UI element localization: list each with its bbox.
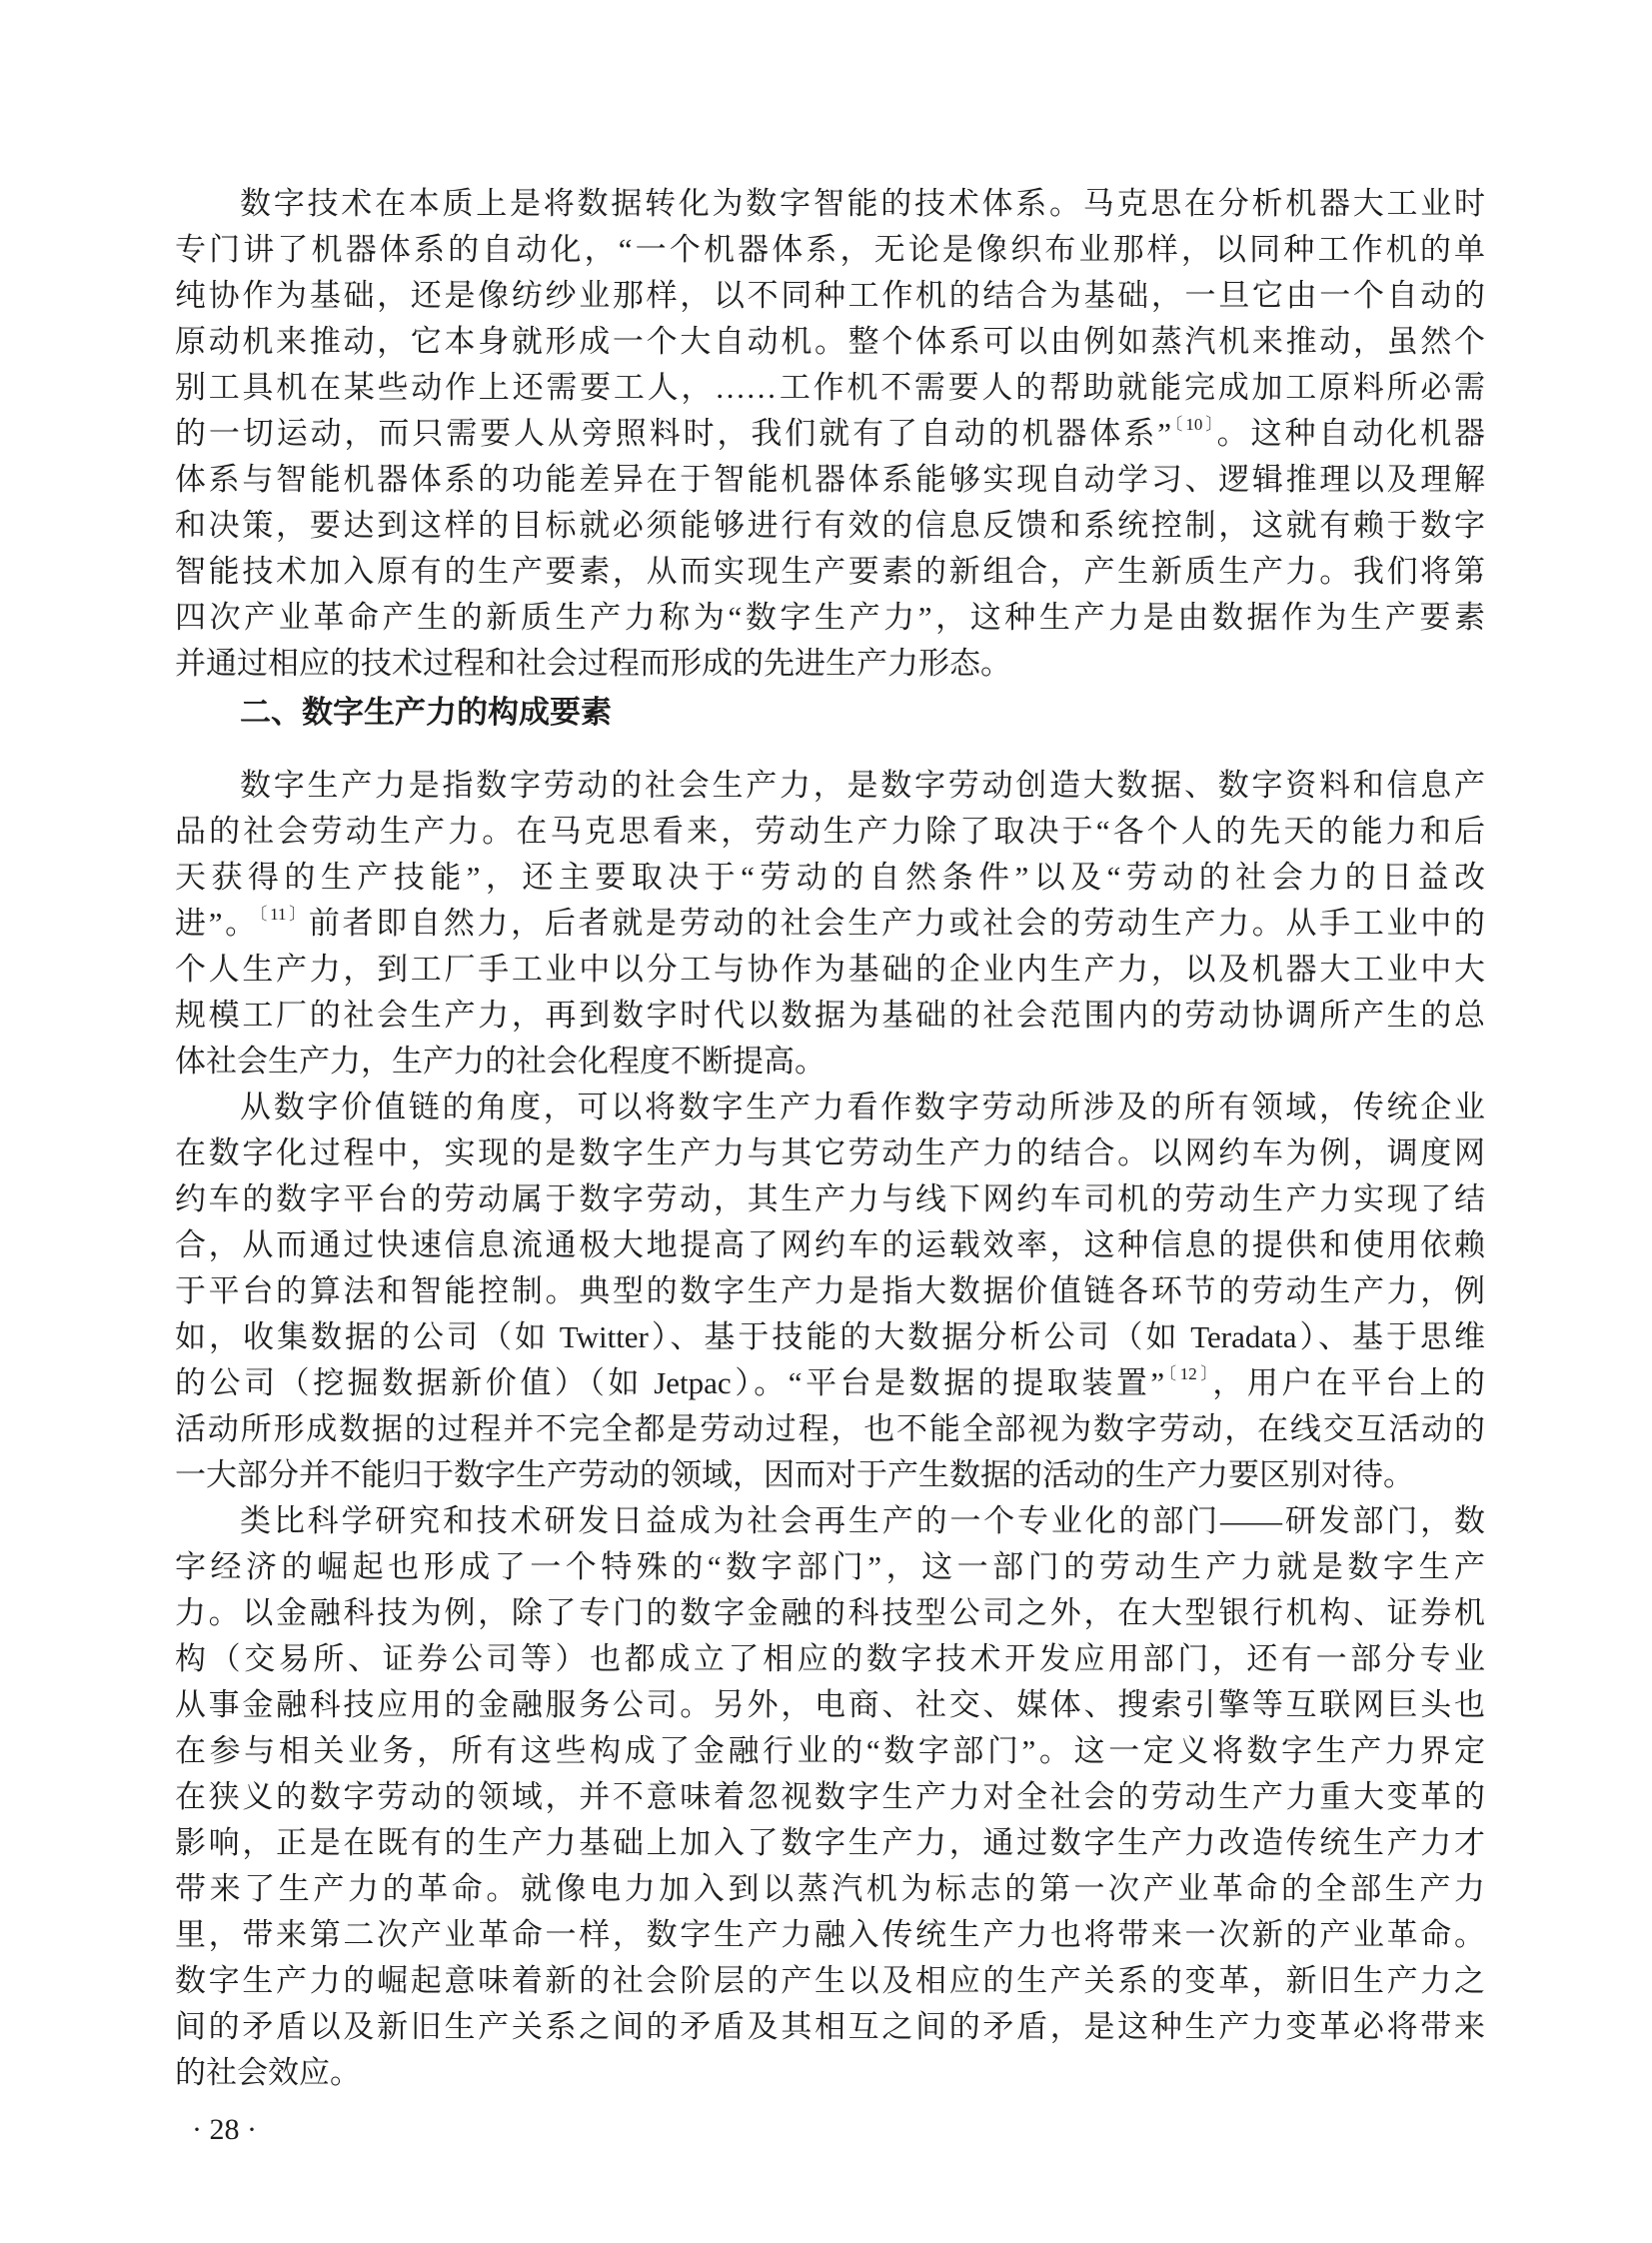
text-segment: 体社会生产力，生产力的社会化程度不断提高。 [175, 1044, 826, 1079]
text-segment: 间的矛盾以及新旧生产关系之间的矛盾及其相互之间的矛盾，是这种生产力变革必将带来 [175, 2009, 1485, 2044]
text-line [175, 1222, 1485, 1268]
text-line [175, 855, 1485, 901]
paragraph-3 [175, 1085, 1485, 1498]
text-segment: 从事金融科技应用的金融服务公司。另外，电商、社交、媒体、搜索引擎等互联网巨头也 [175, 1687, 1485, 1722]
text-line [175, 1176, 1485, 1222]
text-segment: 于平台的算法和智能控制。典型的数字生产力是指大数据价值链各环节的劳动生产力，例 [175, 1273, 1485, 1308]
text-line [175, 1314, 1485, 1360]
text-segment: 在参与相关业务，所有这些构成了金融行业的“数字部门”。这一定义将数字生产力界定 [175, 1733, 1485, 1768]
text-segment: 数字生产力的崛起意味着新的社会阶层的产生以及相应的生产关系的变革，新旧生产力之 [175, 1963, 1485, 1998]
text-line [175, 549, 1485, 595]
text-line [175, 901, 1485, 947]
text-line [175, 319, 1485, 365]
text-line [175, 1958, 1485, 2004]
section-heading: 二、数字生产力的构成要素 [240, 695, 612, 731]
text-segment: 并通过相应的技术过程和社会过程而形成的先进生产力形态。 [175, 646, 1011, 681]
text-segment: 带来了生产力的革命。就像电力加入到以蒸汽机为标志的第一次产业革命的全部生产力 [175, 1871, 1485, 1906]
text-line [175, 1590, 1485, 1636]
text-segment: 从数字价值链的角度，可以将数字生产力看作数字劳动所涉及的所有领域，传统企业 [240, 1090, 1485, 1124]
text-segment: 数字技术在本质上是将数据转化为数字智能的技术体系。马克思在分析机器大工业时 [240, 186, 1485, 221]
text-line [175, 595, 1485, 641]
text-segment: 纯协作为基础，还是像纺纱业那样，以不同种工作机的结合为基础，一旦它由一个自动的 [175, 278, 1485, 313]
text-line [175, 993, 1485, 1039]
text-line [175, 503, 1485, 549]
text-line [175, 181, 1485, 227]
text-segment: 品的社会劳动生产力。在马克思看来，劳动生产力除了取决于“各个人的先天的能力和后 [175, 814, 1485, 849]
text-segment: 的一切运动，而只需要人从旁照料时，我们就有了自动的机器体系” [175, 416, 1172, 451]
text-segment: 在狭义的数字劳动的领域，并不意味着忽视数字生产力对全社会的劳动生产力重大变革的 [175, 1779, 1485, 1814]
text-segment: 。这种自动化机器 [1216, 416, 1485, 451]
text-line [175, 1406, 1485, 1452]
text-line [175, 1820, 1485, 1866]
text-segment: 四次产业革命产生的新质生产力称为“数字生产力”，这种生产力是由数据作为生产要素 [175, 600, 1485, 635]
text-line [175, 273, 1485, 319]
page-number: · 28 · [192, 2113, 257, 2146]
text-segment: 影响，正是在既有的生产力基础上加入了数字生产力，通过数字生产力改造传统生产力才 [175, 1825, 1485, 1860]
text-segment: 原动机来推动，它本身就形成一个大自动机。整个体系可以由例如蒸汽机来推动，虽然个 [175, 324, 1485, 359]
text-line [175, 1544, 1485, 1590]
text-line [175, 1452, 1485, 1498]
text-line [175, 1039, 1485, 1085]
text-line [175, 641, 1485, 687]
text-line [175, 2004, 1485, 2050]
text-line [175, 1728, 1485, 1774]
text-segment: 规模工厂的社会生产力，再到数字时代以数据为基础的社会范围内的劳动协调所产生的总 [175, 998, 1485, 1033]
paragraph-2 [175, 763, 1485, 1085]
text-segment: 里，带来第二次产业革命一样，数字生产力融入传统生产力也将带来一次新的产业革命。 [175, 1917, 1485, 1952]
text-segment: 前者即自然力，后者就是劳动的社会生产力或社会的劳动生产力。从手工业中的 [308, 906, 1485, 941]
paragraph-4 [175, 1498, 1485, 2096]
text-line [175, 1682, 1485, 1728]
text-line [175, 411, 1485, 457]
text-segment: 和决策，要达到这样的目标就必须能够进行有效的信息反馈和系统控制，这就有赖于数字 [175, 508, 1485, 543]
text-line [175, 1130, 1485, 1176]
text-line [175, 947, 1485, 993]
text-segment: 活动所形成数据的过程并不完全都是劳动过程，也不能全部视为数字劳动，在线交互活动的 [175, 1411, 1485, 1446]
text-segment: 的社会效应。 [175, 2055, 361, 2090]
citation-superscript: 〔12〕 [1164, 1364, 1213, 1383]
text-segment: 字经济的崛起也形成了一个特殊的“数字部门”，这一部门的劳动生产力就是数字生产 [175, 1549, 1485, 1584]
text-segment: 的公司（挖掘数据新价值）（如 Jetpac）。“平台是数据的提取装置” [175, 1365, 1165, 1400]
text-segment: 数字生产力是指数字劳动的社会生产力，是数字劳动创造大数据、数字资料和信息产 [240, 768, 1485, 803]
text-line [175, 1866, 1485, 1912]
text-segment: 构（交易所、证券公司等）也都成立了相应的数字技术开发应用部门，还有一部分专业 [175, 1641, 1485, 1676]
text-segment: 别工具机在某些动作上还需要工人，……工作机不需要人的帮助就能完成加工原料所必需 [175, 370, 1485, 405]
text-line [175, 1636, 1485, 1682]
text-segment: 如，收集数据的公司（如 Twitter）、基于技能的大数据分析公司（如 Teradata）、基于思维 [175, 1319, 1485, 1354]
text-line [175, 1912, 1485, 1958]
text-segment: 类比科学研究和技术研发日益成为社会再生产的一个专业化的部门——研发部门，数 [240, 1503, 1485, 1538]
text-line [175, 1774, 1485, 1820]
text-line [175, 1360, 1485, 1406]
text-line [175, 1085, 1485, 1130]
text-line [175, 763, 1485, 809]
text-segment: 个人生产力，到工厂手工业中以分工与协作为基础的企业内生产力，以及机器大工业中大 [175, 952, 1485, 987]
text-segment: 力。以金融科技为例，除了专门的数字金融的科技型公司之外，在大型银行机构、证券机 [175, 1595, 1485, 1630]
text-segment: 体系与智能机器体系的功能差异在于智能机器体系能够实现自动学习、逻辑推理以及理解 [175, 462, 1485, 497]
text-segment: 在数字化过程中，实现的是数字生产力与其它劳动生产力的结合。以网约车为例，调度网 [175, 1135, 1485, 1170]
text-line [175, 227, 1485, 273]
text-line [175, 809, 1485, 855]
text-segment: 专门讲了机器体系的自动化，“一个机器体系，无论是像织布业那样，以同种工作机的单 [175, 232, 1485, 267]
citation-superscript: 〔11〕 [258, 905, 309, 924]
text-line [175, 1498, 1485, 1544]
text-line [175, 2050, 1485, 2096]
text-segment: 约车的数字平台的劳动属于数字劳动，其生产力与线下网约车司机的劳动生产力实现了结 [175, 1181, 1485, 1216]
text-segment: ，用户在平台上的 [1212, 1365, 1486, 1400]
text-line [175, 457, 1485, 503]
paragraph-1 [175, 181, 1485, 687]
text-segment: 进”。 [175, 906, 259, 941]
text-segment: 合，从而通过快速信息流通极大地提高了网约车的运载效率，这种信息的提供和使用依赖 [175, 1227, 1485, 1262]
text-segment: 一大部分并不能归于数字生产劳动的领域，因而对于产生数据的活动的生产力要区别对待。 [175, 1457, 1414, 1492]
text-segment: 天获得的生产技能”，还主要取决于“劳动的自然条件”以及“劳动的社会力的日益改 [175, 860, 1485, 895]
text-line [175, 365, 1485, 411]
citation-superscript: 〔10〕 [1171, 415, 1217, 434]
text-line [175, 1268, 1485, 1314]
text-segment: 智能技术加入原有的生产要素，从而实现生产要素的新组合，产生新质生产力。我们将第 [175, 554, 1485, 589]
